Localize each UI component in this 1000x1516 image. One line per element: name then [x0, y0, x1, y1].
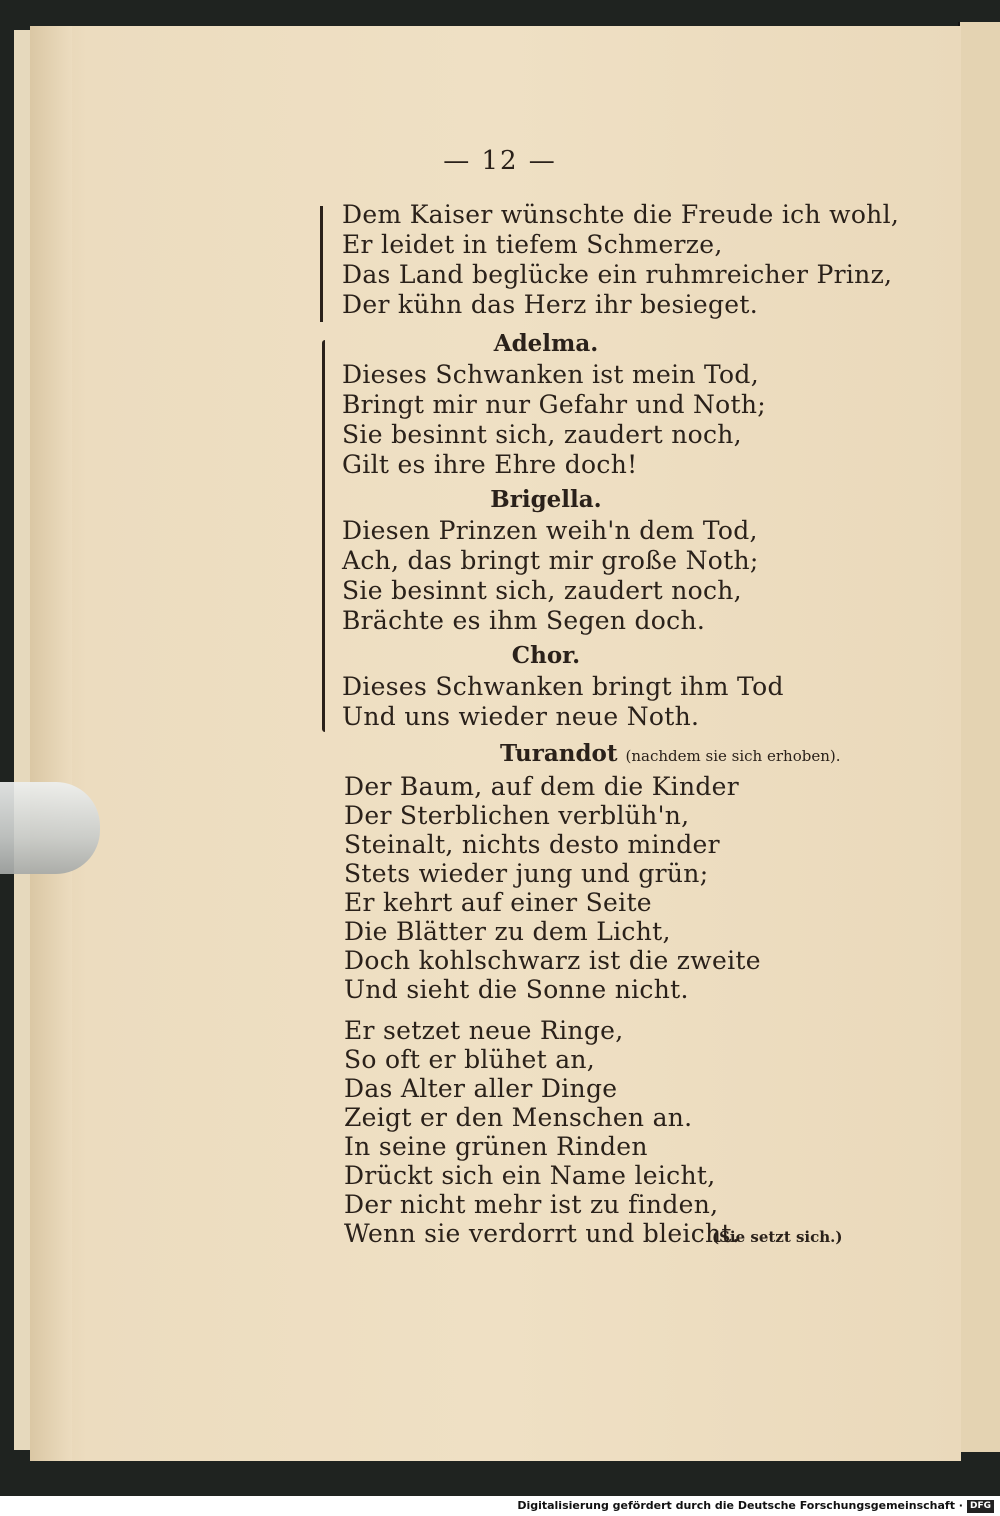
verse-line: Doch kohlschwarz ist die zweite [344, 946, 761, 975]
digitization-footer [0, 1496, 1000, 1516]
verse-line: Der kühn das Herz ihr besieget. [342, 290, 758, 319]
verse-line: Die Blätter zu dem Licht, [344, 917, 671, 946]
verse-line: Und uns wieder neue Noth. [342, 702, 700, 731]
verse-line: Wenn sie verdorrt und bleicht. [344, 1219, 741, 1248]
verse-line: Diesen Prinzen weih'n dem Tod, [342, 516, 758, 545]
dfg-logo: DFG [967, 1500, 994, 1513]
speaker-brigella: Brigella. [490, 486, 602, 513]
footer-text: Digitalisierung gefördert durch die Deutsche Forschungsgemeinschaft · [517, 1499, 963, 1512]
verse-line: Sie besinnt sich, zaudert noch, [342, 420, 742, 449]
speaker-chor: Chor. [511, 642, 581, 669]
verse-line: Er setzet neue Ringe, [344, 1016, 624, 1045]
verse-line: Stets wieder jung und grün; [344, 859, 709, 888]
verse-line: Dieses Schwanken ist mein Tod, [342, 360, 759, 389]
page-gutter-edge [30, 26, 72, 1461]
next-page-edge [958, 22, 1000, 1452]
verse-line: Das Alter aller Dinge [344, 1074, 618, 1103]
verse-line: Brächte es ihm Segen doch. [342, 606, 706, 635]
verse-line: Gilt es ihre Ehre doch! [342, 450, 638, 479]
speaker-adelma: Adelma. [493, 330, 599, 357]
speaker-turandot [500, 740, 840, 767]
verse-line: Das Land beglücke ein ruhmreicher Prinz, [342, 260, 893, 289]
page-clip [0, 782, 100, 874]
verse-line: Und sieht die Sonne nicht. [344, 975, 689, 1004]
stage-direction: (nachdem sie sich erhoben). [625, 747, 841, 765]
verse-line: Dieses Schwanken bringt ihm Tod [342, 672, 784, 701]
verse-line: Sie besinnt sich, zaudert noch, [342, 576, 742, 605]
speaker-turandot-name: Turandot [500, 740, 618, 767]
verse-line: Zeigt er den Menschen an. [344, 1103, 693, 1132]
verse-line: Steinalt, nichts desto minder [344, 830, 720, 859]
verse-line: Der nicht mehr ist zu finden, [344, 1190, 719, 1219]
verse-line: Bringt mir nur Gefahr und Noth; [342, 390, 766, 419]
bracket-block1 [320, 206, 323, 322]
verse-line: Ach, das bringt mir große Noth; [342, 546, 759, 575]
verse-line: Drückt sich ein Name leicht, [344, 1161, 716, 1190]
verse-line: Er kehrt auf einer Seite [344, 888, 652, 917]
bracket-ensemble [322, 340, 325, 732]
verse-line: Der Baum, auf dem die Kinder [344, 772, 740, 801]
verse-line: Er leidet in tiefem Schmerze, [342, 230, 723, 259]
page-number: — 12 — [443, 146, 557, 176]
verse-line: In seine grünen Rinden [344, 1132, 648, 1161]
verse-line: Der Sterblichen verblüh'n, [344, 801, 690, 830]
verse-line: So oft er blühet an, [344, 1045, 596, 1074]
verse-line: Dem Kaiser wünschte die Freude ich wohl, [342, 200, 900, 229]
stage-direction-final: (Sie setzt sich.) [712, 1228, 843, 1246]
